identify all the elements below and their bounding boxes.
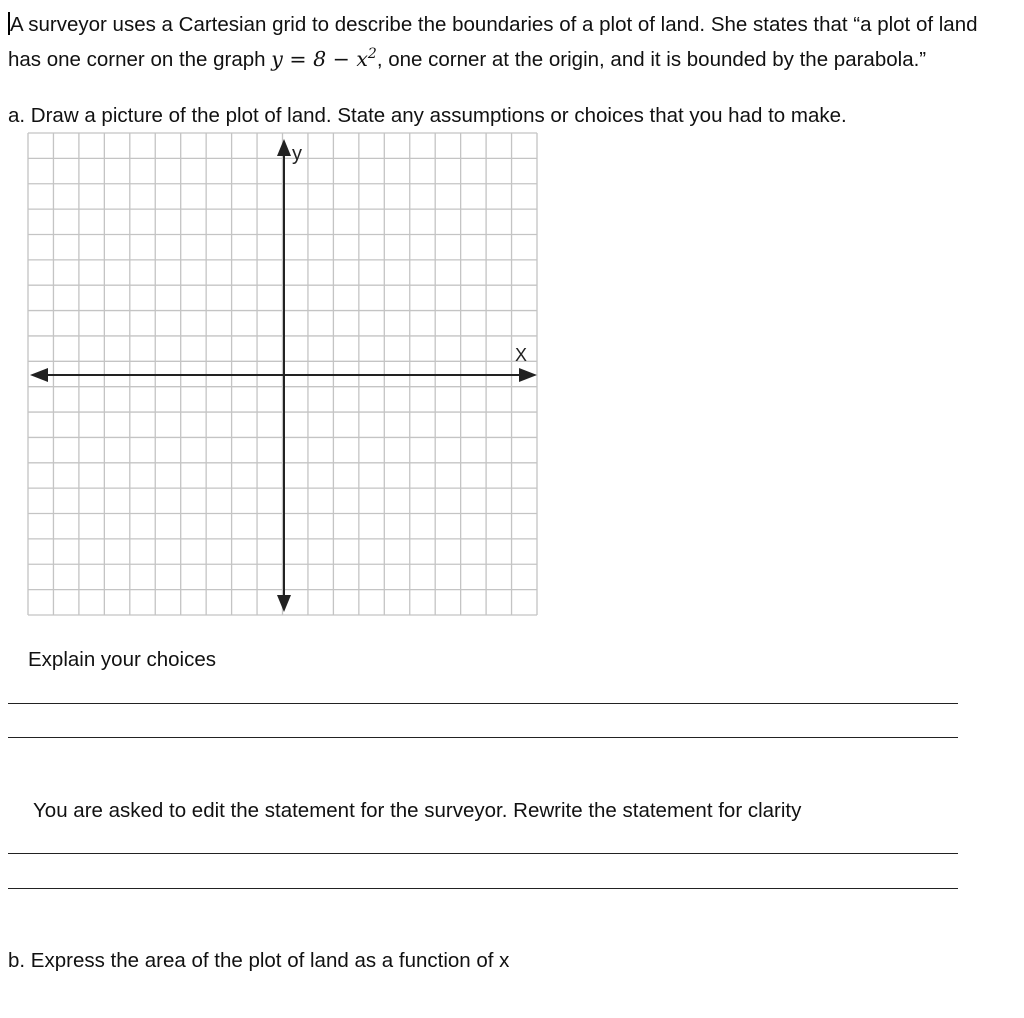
part-a-prompt: a. Draw a picture of the plot of land. State any assumptions or choices that you had to make. <box>8 104 847 127</box>
y-axis-label: y <box>292 143 302 165</box>
explain-label: Explain your choices <box>28 648 217 671</box>
y-axis-up-arrow-icon <box>277 139 291 156</box>
parabola-equation: y = 8 − x <box>271 46 368 71</box>
answer-line-1[interactable] <box>8 703 958 704</box>
x-axis-left-arrow-icon <box>30 368 48 382</box>
x-axis-label: X <box>515 345 528 365</box>
equation-exponent: 2 <box>367 45 377 62</box>
y-axis-down-arrow-icon <box>277 595 291 612</box>
answer-line-2[interactable] <box>8 737 958 738</box>
answer-line-4[interactable] <box>8 888 958 889</box>
x-axis-right-arrow-icon <box>519 368 537 382</box>
problem-rest: , one corner at the origin, and it is bounded by the parabola.” <box>376 47 927 71</box>
part-b-prompt: b. Express the area of the plot of land as a function of x <box>8 949 510 972</box>
problem-intro: A surveyor uses a Cartesian grid to describe the boundaries of a plot of land. She states that “a plot of land has one corner on the graph <box>8 13 978 71</box>
rewrite-label: You are asked to edit the statement for the surveyor. Rewrite the statement for clarity <box>33 799 802 822</box>
answer-line-3[interactable] <box>8 853 958 854</box>
